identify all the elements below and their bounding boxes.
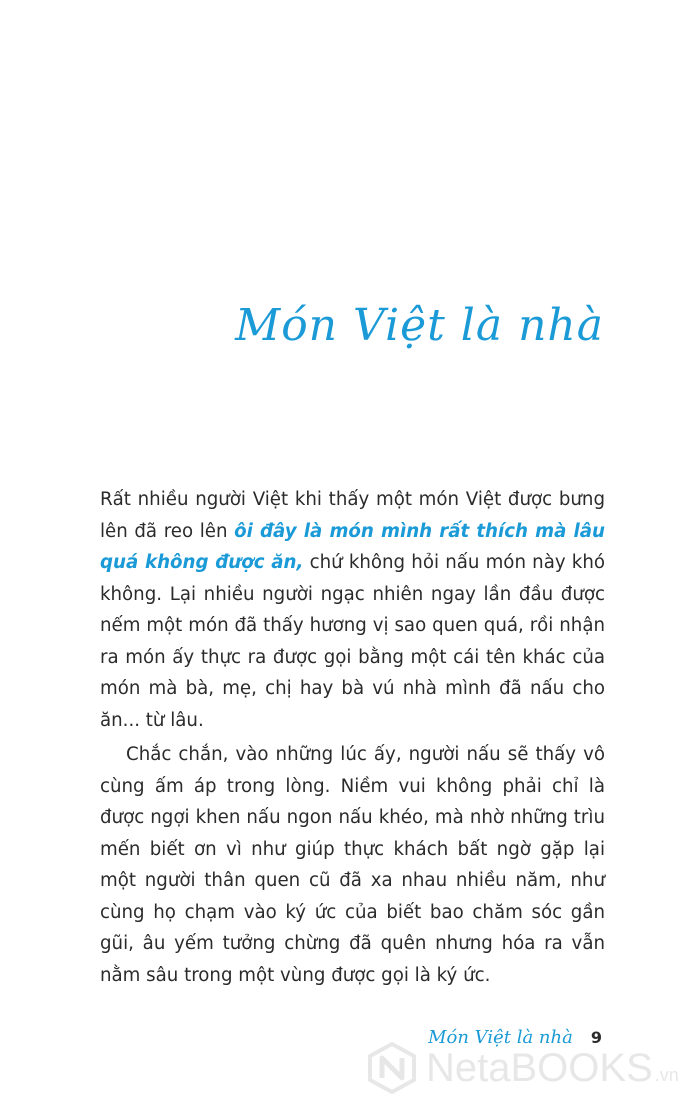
paragraph-1 <box>100 484 605 736</box>
highlighted-quote: ôi đây là món mình rất thích mà lâu quá không được ăn, <box>100 520 605 573</box>
paragraph-1-rest: chứ không hỏi nấu món này khó không. Lại nhiều người ngạc nhiên ngay lần đầu được nếm một món đã thấy hương vị sao quen quá, rồi nhận ra món ấy thực ra được gọi bằng một cái tên khác của món mà bà, mẹ, chị hay bà vú nhà mình đã nấu cho ăn... từ lâu. <box>100 552 605 731</box>
running-head: Món Việt là nhà <box>428 1027 573 1048</box>
watermark-text: NetaBOOKS <box>426 1045 653 1090</box>
page-number: 9 <box>590 1028 602 1047</box>
netabooks-logo-icon <box>366 1042 418 1094</box>
chapter-title: Món Việt là nhà <box>235 300 604 351</box>
paragraph-2: Chắc chắn, vào những lúc ấy, người nấu sẽ thấy vô cùng ấm áp trong lòng. Niềm vui không phải chỉ là được ngợi khen nấu ngon nấu khéo, mà nhờ những trìu mến biết ơn vì như giúp thực khách bất ngờ gặp lại một người thân quen cũ đã xa nhau nhiều năm, như cùng họ chạm vào ký ức của biết bao chăm sóc gần gũi, âu yếm tưởng chừng đã quên nhưng hóa ra vẫn nằm sâu trong một vùng được gọi là ký ức. <box>100 744 605 986</box>
watermark <box>366 1042 679 1094</box>
watermark-tld: .vn <box>654 1065 679 1085</box>
paragraph-1-intro: Rất nhiều người Việt khi thấy một món Việt được bưng lên đã reo lên <box>100 489 605 542</box>
body-text <box>100 484 605 991</box>
